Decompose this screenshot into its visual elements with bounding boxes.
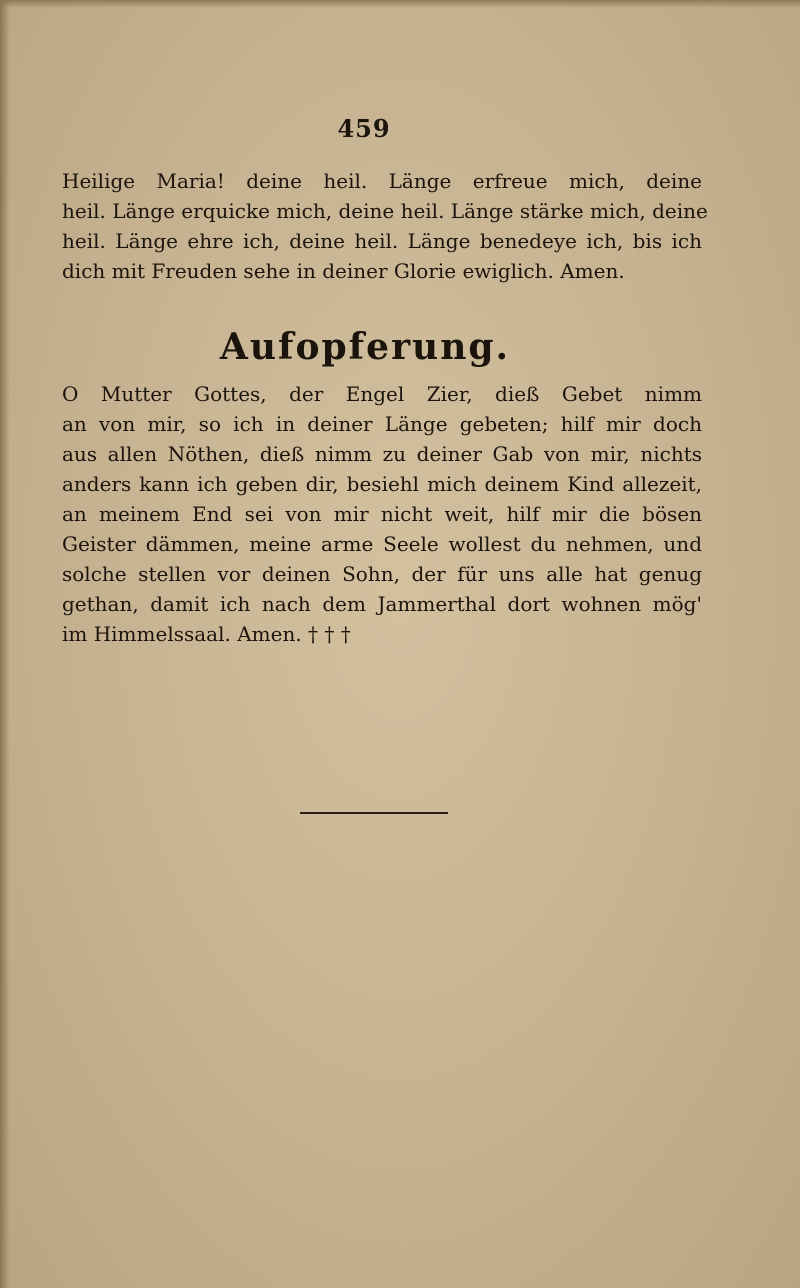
section-divider-rule (300, 812, 448, 814)
text-line: an von mir, so ich in deiner Länge gebeten; hilf mir doch (62, 412, 702, 436)
text-line: gethan, damit ich nach dem Jammerthal dort wohnen mög' (62, 592, 702, 616)
text-line: im Himmelssaal. Amen. † † † (62, 622, 351, 646)
text-line: Heilige Maria! deine heil. Länge erfreue mich, deine (62, 169, 702, 193)
prayer-paragraph-2 (62, 379, 702, 649)
text-line: heil. Länge ehre ich, deine heil. Länge benedeye ich, bis ich (62, 229, 702, 253)
text-line: anders kann ich geben dir, besiehl mich deinem Kind allezeit, (62, 472, 702, 496)
section-heading: Aufopferung. (219, 326, 511, 368)
text-line: dich mit Freuden sehe in deiner Glorie ewiglich. Amen. (62, 259, 625, 283)
text-line: O Mutter Gottes, der Engel Zier, dieß Gebet nimm (62, 382, 702, 406)
page-edge-shadow-left (0, 0, 10, 1288)
text-line: heil. Länge erquicke mich, deine heil. Länge stärke mich, deine (62, 199, 708, 223)
page-number: 459 (337, 114, 391, 143)
text-line: solche stellen vor deinen Sohn, der für uns alle hat genug (62, 562, 702, 586)
text-line: an meinem End sei von mir nicht weit, hilf mir die bösen (62, 502, 702, 526)
text-line: aus allen Nöthen, dieß nimm zu deiner Gab von mir, nichts (62, 442, 702, 466)
page-edge-shadow-top (0, 0, 800, 8)
text-line: Geister dämmen, meine arme Seele wollest du nehmen, und (62, 532, 702, 556)
prayer-paragraph-1 (62, 166, 708, 286)
